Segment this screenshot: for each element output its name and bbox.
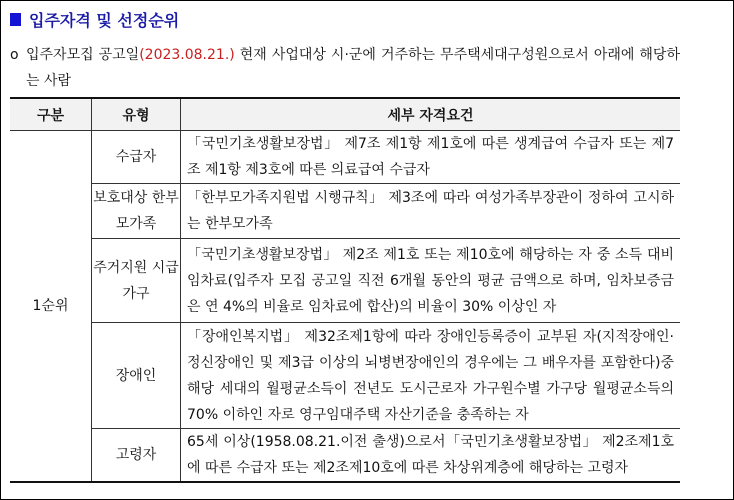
section-title-text: 입주자격 및 선정순위 — [29, 11, 180, 30]
intro-paragraph — [10, 42, 680, 94]
detail-cell: 「한부모가족지원법 시행규칙」 제3조에 따라 여성가족부장관이 정하여 고시하는 한부모가족 — [181, 184, 681, 239]
table-row — [10, 429, 680, 483]
detail-cell: 「장애인복지법」 제32조제1항에 따라 장애인등록증이 교부된 자(지적장애인·정신장애인 및 제3급 이상의 뇌병변장애인의 경우에는 그 배우자를 포함한다)중 해당 세대의 월평균소득이 전년도 도시근로자 가구원수별 가구당 월평균소득의 70% 이하인 자로 영구임대주택 자산기준을 충족하는 자 — [181, 323, 681, 429]
type-cell: 주거지원 시급가구 — [92, 239, 181, 323]
detail-cell: 「국민기초생활보장법」 제7조 제1항 제1호에 따른 생계급여 수급자 또는 제7조 제1항 제3호에 따른 의료급여 수급자 — [181, 131, 681, 184]
bullet-marker: o — [10, 47, 19, 63]
table-row — [10, 323, 680, 429]
table-header-row — [10, 98, 680, 131]
type-cell: 수급자 — [92, 131, 181, 184]
intro-text-start: 입주자모집 공고일 — [26, 47, 140, 63]
rank-cell: 1순위 — [10, 131, 92, 483]
section-title — [10, 8, 179, 31]
header-detail: 세부 자격요건 — [181, 98, 681, 131]
announcement-date: (2023.08.21.) — [139, 47, 235, 63]
table-row — [10, 184, 680, 239]
square-bullet-icon — [10, 13, 21, 26]
type-cell: 고령자 — [92, 429, 181, 483]
header-category: 구분 — [10, 98, 92, 131]
header-type: 유형 — [92, 98, 181, 131]
detail-cell: 65세 이상(1958.08.21.이전 출생)으로서「국민기초생활보장법」 제2조제1호에 따른 수급자 또는 제2조제10호에 따른 차상위계층에 해당하는 고령자 — [181, 429, 681, 483]
table-row — [10, 239, 680, 323]
detail-cell: 「국민기초생활보장법」 제2조 제1호 또는 제10호에 해당하는 자 중 소득 대비 임차료(입주자 모집 공고일 직전 6개월 동안의 평균 금액으로 하며, 임차보증금은 연 4%의 비율로 임차료에 합산)의 비율이 30% 이상인 자 — [181, 239, 681, 323]
intro-text-end: 현재 사업대상 시·군에 거주하는 무주택세대구성원으로서 아래에 해당하는 사람 — [26, 47, 680, 89]
type-cell: 보호대상 한부모가족 — [92, 184, 181, 239]
table-row — [10, 131, 680, 184]
eligibility-table — [10, 97, 680, 483]
type-cell: 장애인 — [92, 323, 181, 429]
